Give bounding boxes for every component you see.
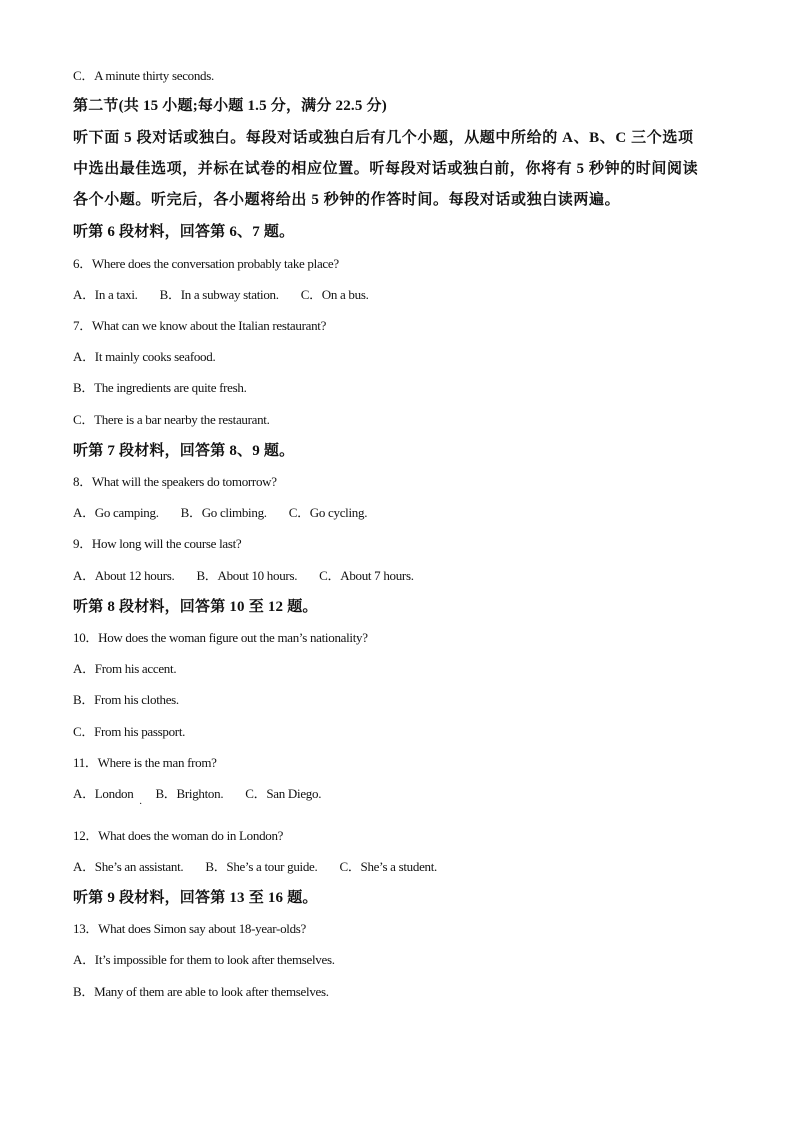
q10-option-c: C．From his passport.	[73, 724, 186, 739]
q12-option-c: C．She’s a student.	[339, 859, 437, 874]
q13-option-b: B．Many of them are able to look after themselves.	[73, 984, 329, 999]
q12-option-a: A．She’s an assistant.	[73, 859, 184, 874]
question-8-options	[73, 504, 367, 522]
q5-option-c: C．A minute thirty seconds.	[73, 68, 214, 83]
q7-option-c: C．There is a bar nearby the restaurant.	[73, 412, 270, 427]
instructions-line-1: 听下面 5 段对话或独白。每段对话或独白后有几个小题，从题中所给的 A、B、C 三个选项	[73, 130, 694, 146]
q6-option-a: A．In a taxi.	[73, 287, 138, 302]
group6-header: 听第 6 段材料，回答第 6、7 题。	[73, 224, 295, 240]
question-6-options	[73, 286, 369, 304]
instructions-line-3: 各个小题。听完后，各小题将给出 5 秒钟的作答时间。每段对话或独白读两遍。	[73, 192, 621, 208]
question-11-options	[73, 785, 321, 803]
question-13: 13．What does Simon say about 18-year-olds?	[73, 921, 307, 936]
q11-option-a: A．London	[73, 786, 134, 801]
group7-header: 听第 7 段材料，回答第 8、9 题。	[73, 443, 295, 459]
question-8: 8．What will the speakers do tomorrow?	[73, 474, 277, 489]
q7-option-b: B．The ingredients are quite fresh.	[73, 380, 247, 395]
q11-option-c: C．San Diego.	[245, 786, 322, 801]
instructions-line-2: 中选出最佳选项，并标在试卷的相应位置。听每段对话或独白前，你将有 5 秒钟的时间阅读	[73, 161, 699, 177]
question-12: 12．What does the woman do in London?	[73, 828, 284, 843]
q9-option-a: A．About 12 hours.	[73, 568, 175, 583]
question-7: 7．What can we know about the Italian restaurant?	[73, 318, 327, 333]
q9-option-c: C．About 7 hours.	[319, 568, 414, 583]
q6-option-c: C．On a bus.	[300, 287, 369, 302]
question-6: 6．Where does the conversation probably take place?	[73, 256, 339, 271]
q13-option-a: A．It’s impossible for them to look after themselves.	[73, 952, 335, 967]
q12-option-b: B．She’s a tour guide.	[205, 859, 318, 874]
q10-option-a: A．From his accent.	[73, 661, 177, 676]
stray-dot-mark: ·	[139, 799, 143, 810]
question-9: 9．How long will the course last?	[73, 536, 242, 551]
section-header: 第二节(共 15 小题;每小题 1.5 分，满分 22.5 分)	[73, 98, 387, 114]
q7-option-a: A．It mainly cooks seafood.	[73, 349, 216, 364]
q9-option-b: B．About 10 hours.	[196, 568, 298, 583]
group9-header: 听第 9 段材料，回答第 13 至 16 题。	[73, 890, 318, 906]
q6-option-b: B．In a subway station.	[159, 287, 279, 302]
q10-option-b: B．From his clothes.	[73, 692, 179, 707]
q8-option-a: A．Go camping.	[73, 505, 159, 520]
q8-option-b: B．Go climbing.	[180, 505, 267, 520]
question-9-options	[73, 567, 414, 585]
q8-option-c: C．Go cycling.	[288, 505, 368, 520]
question-12-options	[73, 858, 437, 876]
group8-header: 听第 8 段材料，回答第 10 至 12 题。	[73, 599, 318, 615]
q11-option-b: B．Brighton.	[155, 786, 224, 801]
question-10: 10．How does the woman figure out the man’s nationality?	[73, 630, 368, 645]
question-11: 11．Where is the man from?	[73, 755, 217, 770]
